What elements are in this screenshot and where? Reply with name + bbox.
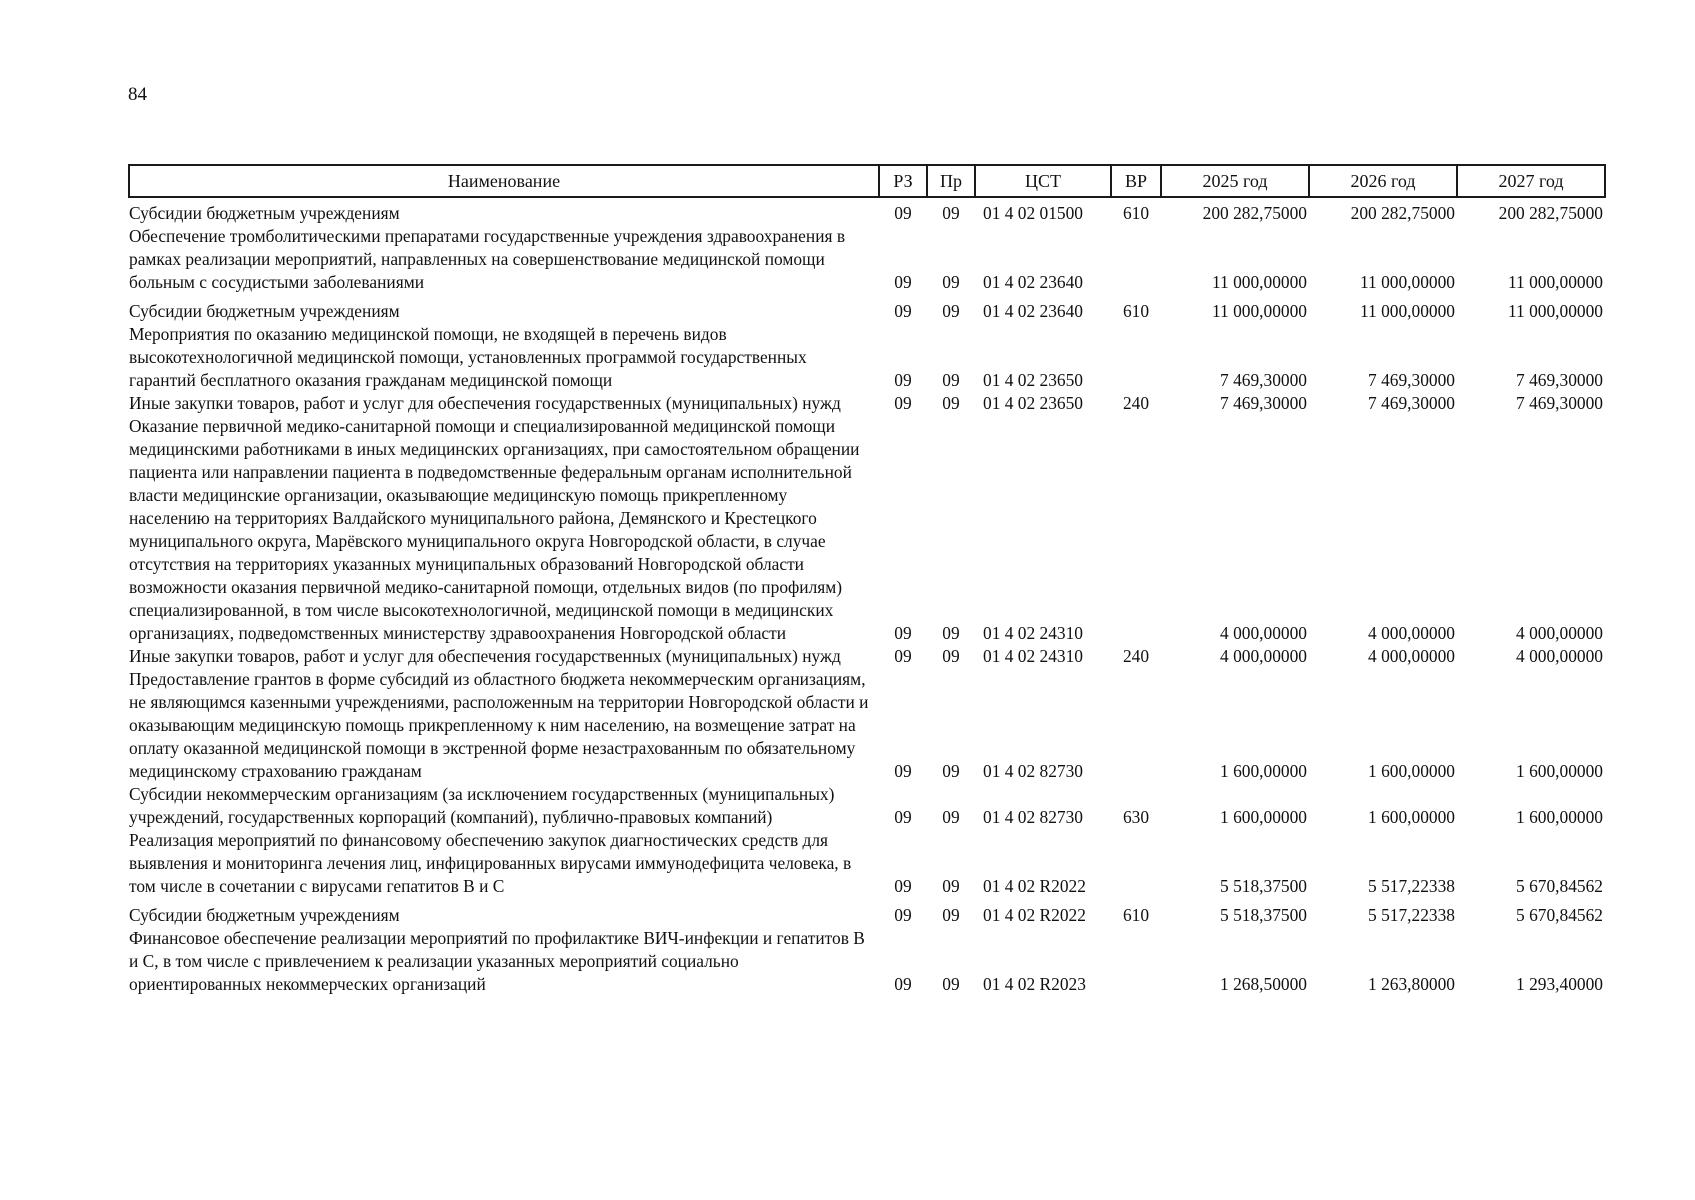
row-rz: 09 xyxy=(894,272,912,292)
row-vr xyxy=(1111,927,1161,996)
row-name: Финансовое обеспечение реализации мероприятий по профилактике ВИЧ-инфекции и гепатитов В и С, в том числе с привлечением к реализации указанных мероприятий социально ориентированных некоммерческих организаций xyxy=(129,928,865,994)
row-2026: 4 000,00000 xyxy=(1368,646,1455,666)
row-cst: 01 4 02 R2022 xyxy=(983,905,1086,925)
row-2026: 7 469,30000 xyxy=(1368,370,1455,390)
row-2025: 7 469,30000 xyxy=(1220,370,1307,390)
row-2027: 5 670,84562 xyxy=(1516,876,1603,896)
row-2027: 11 000,00000 xyxy=(1507,301,1603,321)
row-cst: 01 4 02 82730 xyxy=(983,807,1083,827)
table-row xyxy=(129,668,1605,783)
row-2025: 1 268,50000 xyxy=(1220,974,1307,994)
row-vr: 610 xyxy=(1122,203,1150,223)
budget-table xyxy=(128,164,1606,996)
row-vr: 610 xyxy=(1122,905,1150,925)
table-row xyxy=(129,829,1605,898)
row-2025: 11 000,00000 xyxy=(1211,272,1307,292)
row-2026: 1 600,00000 xyxy=(1368,807,1455,827)
header-2025: 2025 год xyxy=(1161,165,1309,197)
table-row xyxy=(129,197,1605,225)
row-rz: 09 xyxy=(894,974,912,994)
row-vr: 240 xyxy=(1122,646,1150,666)
row-2026: 5 517,22338 xyxy=(1368,905,1455,925)
row-2027: 1 293,40000 xyxy=(1516,974,1603,994)
row-2026: 4 000,00000 xyxy=(1368,623,1455,643)
row-2025: 5 518,37500 xyxy=(1220,905,1307,925)
row-2027: 5 670,84562 xyxy=(1516,905,1603,925)
row-2027: 7 469,30000 xyxy=(1516,393,1603,413)
row-2027: 4 000,00000 xyxy=(1516,646,1603,666)
row-2027: 7 469,30000 xyxy=(1516,370,1603,390)
row-2026: 200 282,75000 xyxy=(1350,203,1455,223)
row-vr: 610 xyxy=(1122,301,1150,321)
row-2025: 4 000,00000 xyxy=(1220,646,1307,666)
row-cst: 01 4 02 01500 xyxy=(983,203,1083,223)
row-cst: 01 4 02 23640 xyxy=(983,272,1083,292)
table-row xyxy=(129,415,1605,645)
row-name: Мероприятия по оказанию медицинской помощи, не входящей в перечень видов высокотехнологичной медицинской помощи, установленных программой государственных гарантий бесплатного оказания гражданам медицинской помощи xyxy=(129,324,807,390)
row-pr: 09 xyxy=(942,974,960,994)
row-pr: 09 xyxy=(942,203,960,223)
row-vr xyxy=(1111,415,1161,645)
table-row xyxy=(129,392,1605,415)
row-2026: 5 517,22338 xyxy=(1368,876,1455,896)
row-rz: 09 xyxy=(894,807,912,827)
row-cst: 01 4 02 23650 xyxy=(983,370,1083,390)
row-2025: 7 469,30000 xyxy=(1220,393,1307,413)
table-row xyxy=(129,927,1605,996)
row-2026: 1 263,80000 xyxy=(1368,974,1455,994)
row-rz: 09 xyxy=(894,646,912,666)
table-row xyxy=(129,323,1605,392)
row-2025: 11 000,00000 xyxy=(1211,301,1307,321)
row-vr xyxy=(1111,225,1161,294)
row-cst: 01 4 02 23650 xyxy=(983,393,1083,413)
row-name: Предоставление грантов в форме субсидий из областного бюджета некоммерческим организациям, не являющимся казенными учреждениями, расположенным на территории Новгородской области и оказывающим медицинскую помощь прикрепленному к ним населению, на возмещение затрат на оплату оказанной медицинской помощи в экстренной форме незастрахованным по обязательному медицинскому страхованию гражданам xyxy=(129,669,869,781)
row-rz: 09 xyxy=(894,623,912,643)
row-2026: 1 600,00000 xyxy=(1368,761,1455,781)
row-cst: 01 4 02 R2022 xyxy=(983,876,1086,896)
row-rz: 09 xyxy=(894,301,912,321)
row-2027: 200 282,75000 xyxy=(1498,203,1603,223)
row-vr xyxy=(1111,829,1161,898)
table-row xyxy=(129,225,1605,294)
header-name: Наименование xyxy=(129,165,879,197)
row-2025: 1 600,00000 xyxy=(1220,761,1307,781)
header-cst: ЦСТ xyxy=(975,165,1111,197)
row-rz: 09 xyxy=(894,393,912,413)
row-pr: 09 xyxy=(942,905,960,925)
row-name: Субсидии бюджетным учреждениям xyxy=(129,301,400,321)
header-2026: 2026 год xyxy=(1309,165,1457,197)
row-name: Реализация мероприятий по финансовому обеспечению закупок диагностических средств для выявления и мониторинга лечения лиц, инфицированных вирусами иммунодефицита человека, в том числе в сочетании с вирусами гепатитов В и С xyxy=(129,830,852,896)
row-cst: 01 4 02 R2023 xyxy=(983,974,1086,994)
row-2026: 7 469,30000 xyxy=(1368,393,1455,413)
row-2025: 200 282,75000 xyxy=(1202,203,1307,223)
table-row xyxy=(129,294,1605,323)
page-number: 84 xyxy=(128,84,147,105)
row-name: Иные закупки товаров, работ и услуг для обеспечения государственных (муниципальных) нужд xyxy=(129,393,841,413)
table-body xyxy=(129,197,1605,996)
row-name: Обеспечение тромболитическими препаратами государственные учреждения здравоохранения в рамках реализации мероприятий, направленных на совершенствование медицинской помощи больным с сосудистыми заболеваниями xyxy=(129,226,846,292)
row-rz: 09 xyxy=(894,203,912,223)
row-2027: 11 000,00000 xyxy=(1507,272,1603,292)
row-rz: 09 xyxy=(894,761,912,781)
header-pr: Пр xyxy=(927,165,975,197)
row-2027: 1 600,00000 xyxy=(1516,807,1603,827)
row-cst: 01 4 02 82730 xyxy=(983,761,1083,781)
header-rz: РЗ xyxy=(879,165,927,197)
row-vr xyxy=(1111,323,1161,392)
table-row xyxy=(129,898,1605,927)
row-rz: 09 xyxy=(894,876,912,896)
row-2027: 1 600,00000 xyxy=(1516,761,1603,781)
row-2027: 4 000,00000 xyxy=(1516,623,1603,643)
header-vr: ВР xyxy=(1111,165,1161,197)
table-header xyxy=(129,165,1605,197)
row-name: Субсидии бюджетным учреждениям xyxy=(129,203,400,223)
row-name: Оказание первичной медико-санитарной помощи и специализированной медицинской помощи медицинскими работниками в иных медицинских организациях, при самостоятельном обращении пациента или направлении пациента в подведомственные федеральным органам исполнительной власти медицинские организации, оказывающие медицинскую помощь прикрепленному населению на территориях Валдайского муниципального района, Демянского и Крестецкого муниципального округа, Марёвского муниципального округа Новгородской области, в случае отсутствия на территориях указанных муниципальных образований Новгородской области возможности оказания первичной медико-санитарной помощи, отдельных видов (по профилям) специализированной, в том числе высокотехнологичной, медицинской помощи в медицинских организациях, подведомственных министерству здравоохранения Новгородской области xyxy=(129,416,860,643)
row-cst: 01 4 02 24310 xyxy=(983,623,1083,643)
row-2026: 11 000,00000 xyxy=(1359,272,1455,292)
row-2025: 5 518,37500 xyxy=(1220,876,1307,896)
row-pr: 09 xyxy=(942,761,960,781)
row-pr: 09 xyxy=(942,370,960,390)
row-pr: 09 xyxy=(942,272,960,292)
row-pr: 09 xyxy=(942,301,960,321)
row-cst: 01 4 02 24310 xyxy=(983,646,1083,666)
row-cst: 01 4 02 23640 xyxy=(983,301,1083,321)
row-name: Субсидии некоммерческим организациям (за исключением государственных (муниципальных) учреждений, государственных корпораций (компаний), публично-правовых компаний) xyxy=(129,784,835,827)
row-vr: 630 xyxy=(1122,807,1150,827)
row-2025: 4 000,00000 xyxy=(1220,623,1307,643)
row-pr: 09 xyxy=(942,876,960,896)
row-pr: 09 xyxy=(942,646,960,666)
row-2025: 1 600,00000 xyxy=(1220,807,1307,827)
row-name: Субсидии бюджетным учреждениям xyxy=(129,905,400,925)
row-rz: 09 xyxy=(894,370,912,390)
row-name: Иные закупки товаров, работ и услуг для обеспечения государственных (муниципальных) нужд xyxy=(129,646,841,666)
table-row xyxy=(129,645,1605,668)
row-pr: 09 xyxy=(942,393,960,413)
row-vr: 240 xyxy=(1122,393,1150,413)
row-pr: 09 xyxy=(942,623,960,643)
row-vr xyxy=(1111,668,1161,783)
row-pr: 09 xyxy=(942,807,960,827)
row-2026: 11 000,00000 xyxy=(1359,301,1455,321)
table-row xyxy=(129,783,1605,829)
header-2027: 2027 год xyxy=(1457,165,1605,197)
row-rz: 09 xyxy=(894,905,912,925)
